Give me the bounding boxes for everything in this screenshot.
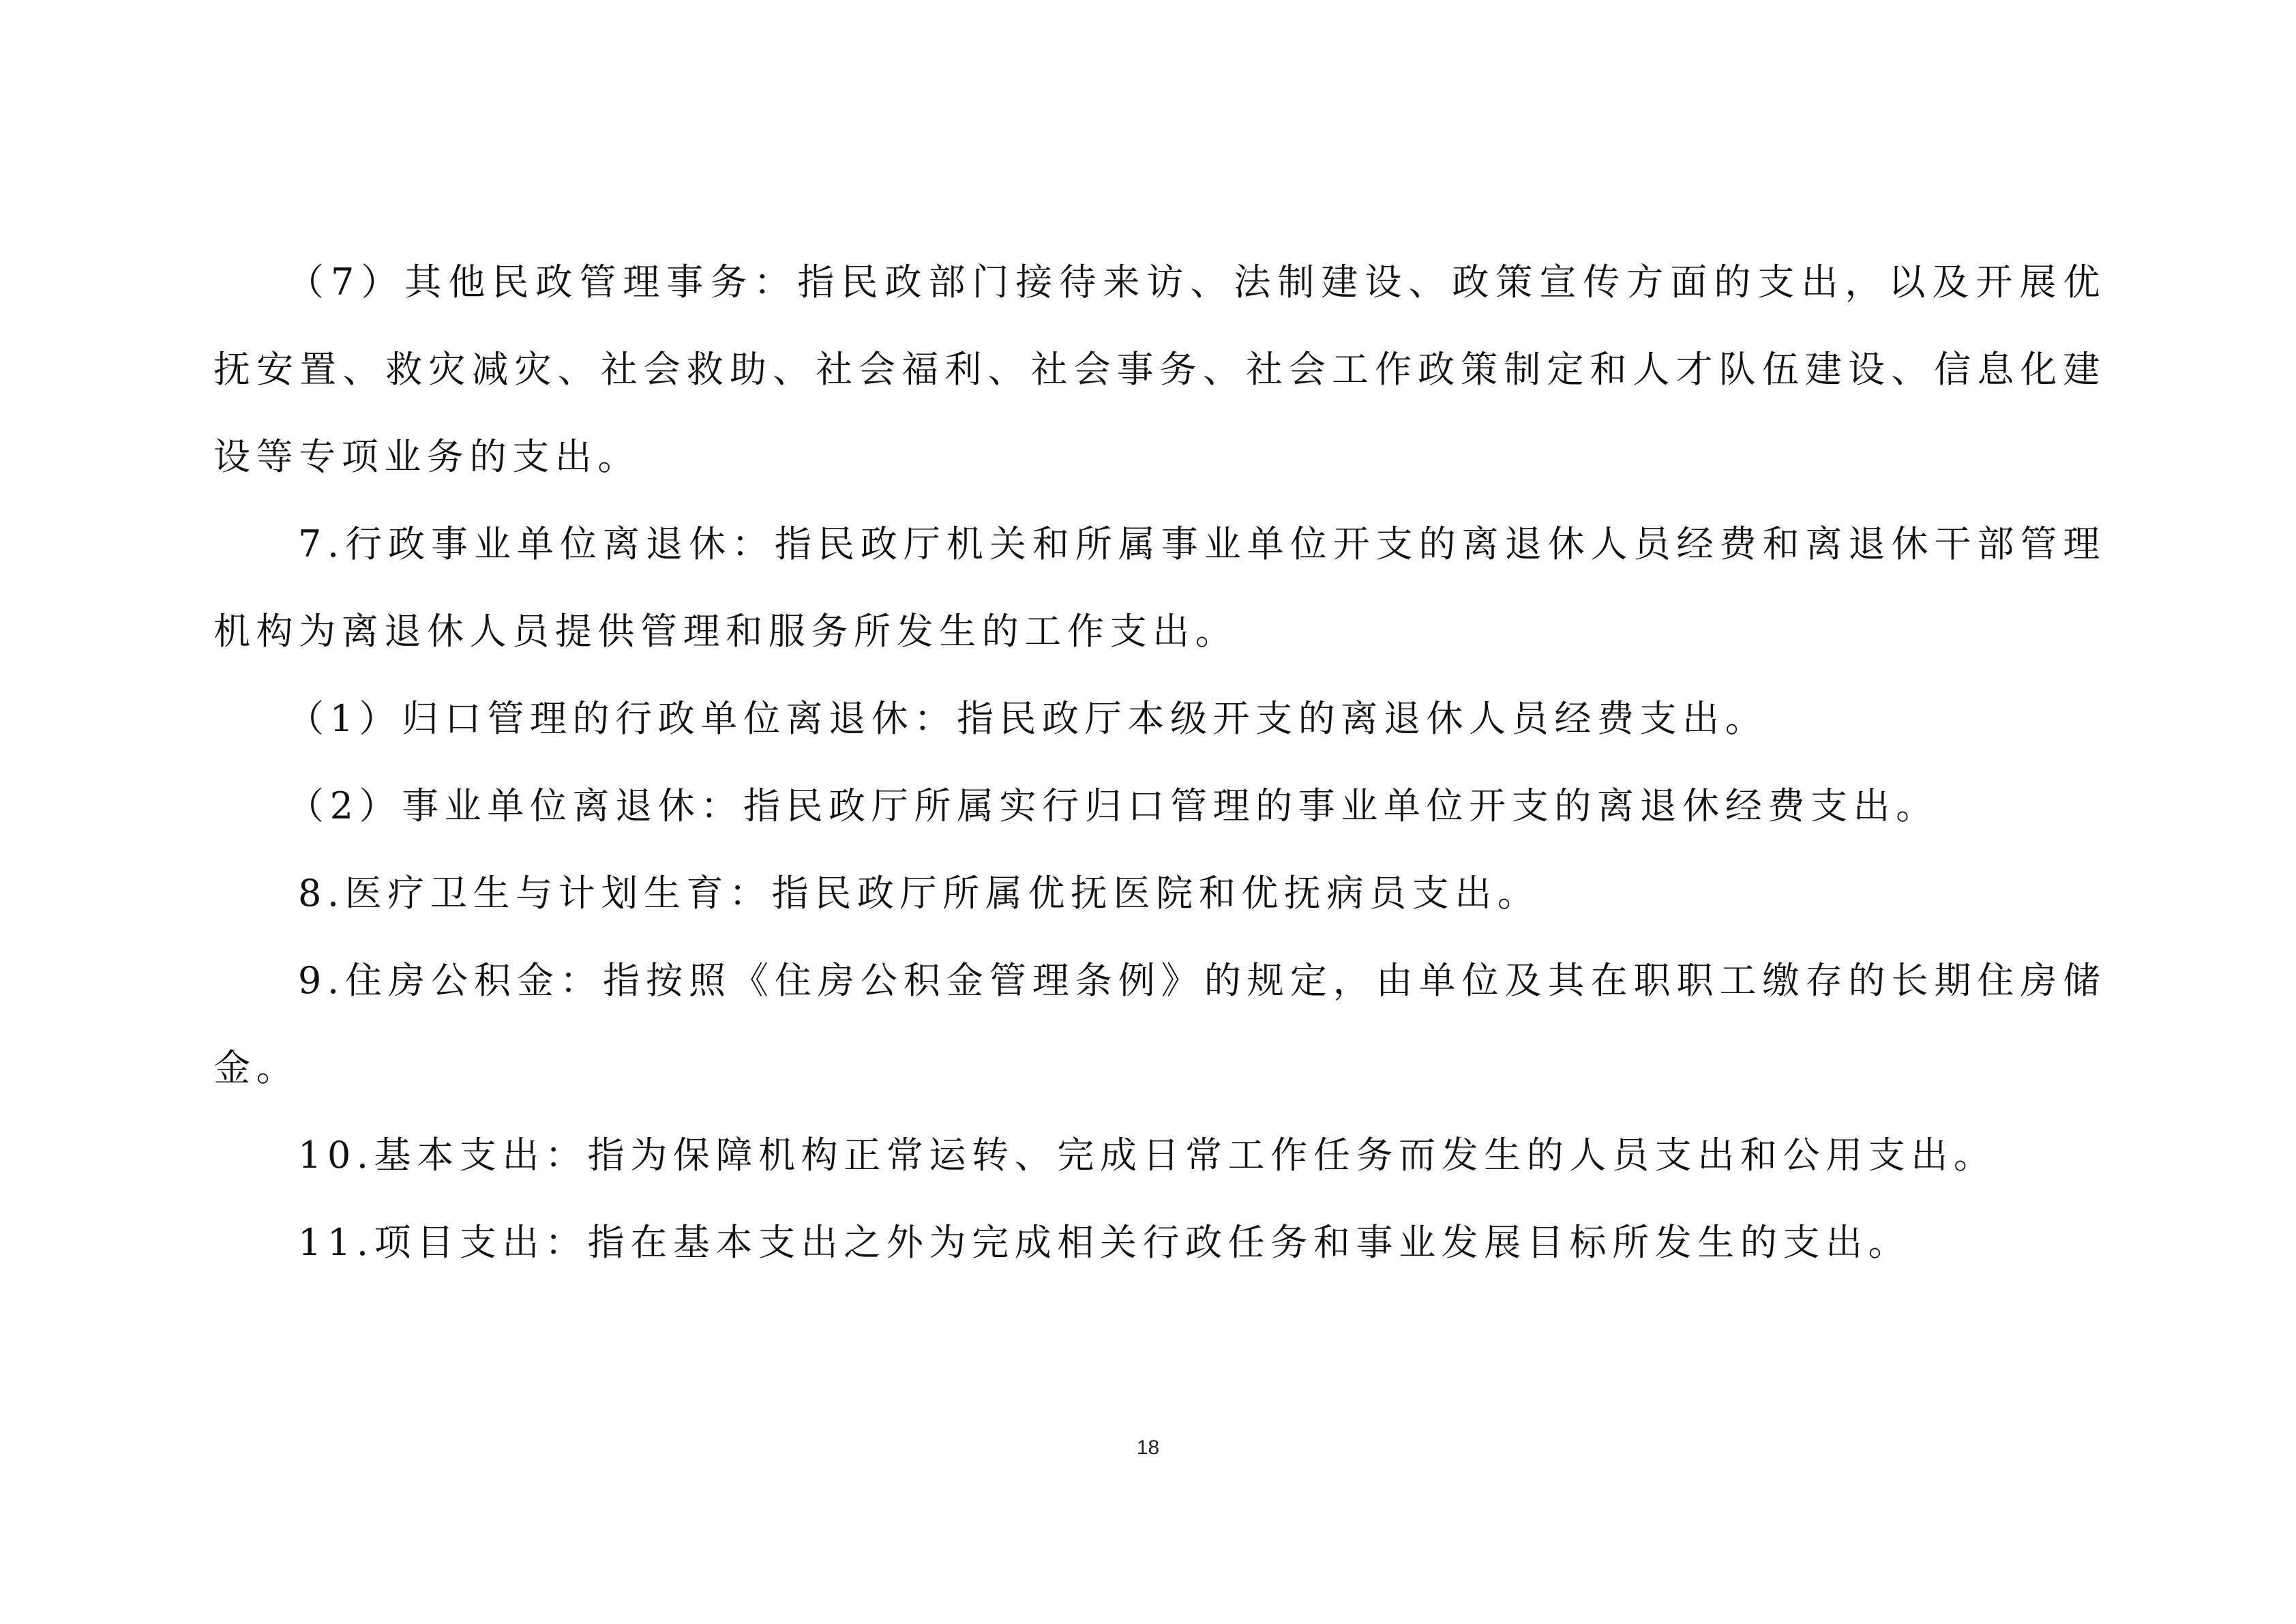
paragraph-project-expenditure: 11.项目支出：指在基本支出之外为完成相关行政任务和事业发展目标所发生的支出。 bbox=[298, 1221, 1911, 1264]
paragraph-medical-health: 8.医疗卫生与计划生育：指民政厅所属优抚医院和优抚病员支出。 bbox=[298, 872, 1540, 915]
page-number: 18 bbox=[1136, 1436, 1160, 1459]
paragraph-other-civil-affairs: （7）其他民政管理事务：指民政部门接待来访、法制建设、政策宣传方面的支出，以及开展优抚安置、救灾减灾、社会救助、社会福利、社会事务、社会工作政策制定和人才队伍建设、信息化建设等专项业务的支出。 bbox=[213, 261, 2106, 478]
paragraph-housing-fund: 9.住房公积金：指按照《住房公积金管理条例》的规定，由单位及其在职职工缴存的长期住房储金。 bbox=[213, 959, 2106, 1089]
paragraph-admin-unit-retirement: （1）归口管理的行政单位离退休：指民政厅本级开支的离退休人员经费支出。 bbox=[287, 697, 1768, 740]
document-body bbox=[213, 239, 2106, 1286]
paragraph-public-institution-retirement: （2）事业单位离退休：指民政厅所属实行归口管理的事业单位开支的离退休经费支出。 bbox=[287, 784, 1939, 827]
paragraph-retirement: 7.行政事业单位离退休：指民政厅机关和所属事业单位开支的离退休人员经费和离退休干部管理机构为离退休人员提供管理和服务所发生的工作支出。 bbox=[213, 522, 2106, 653]
paragraph-basic-expenditure: 10.基本支出：指为保障机构正常运转、完成日常工作任务而发生的人员支出和公用支出。 bbox=[298, 1134, 1997, 1177]
